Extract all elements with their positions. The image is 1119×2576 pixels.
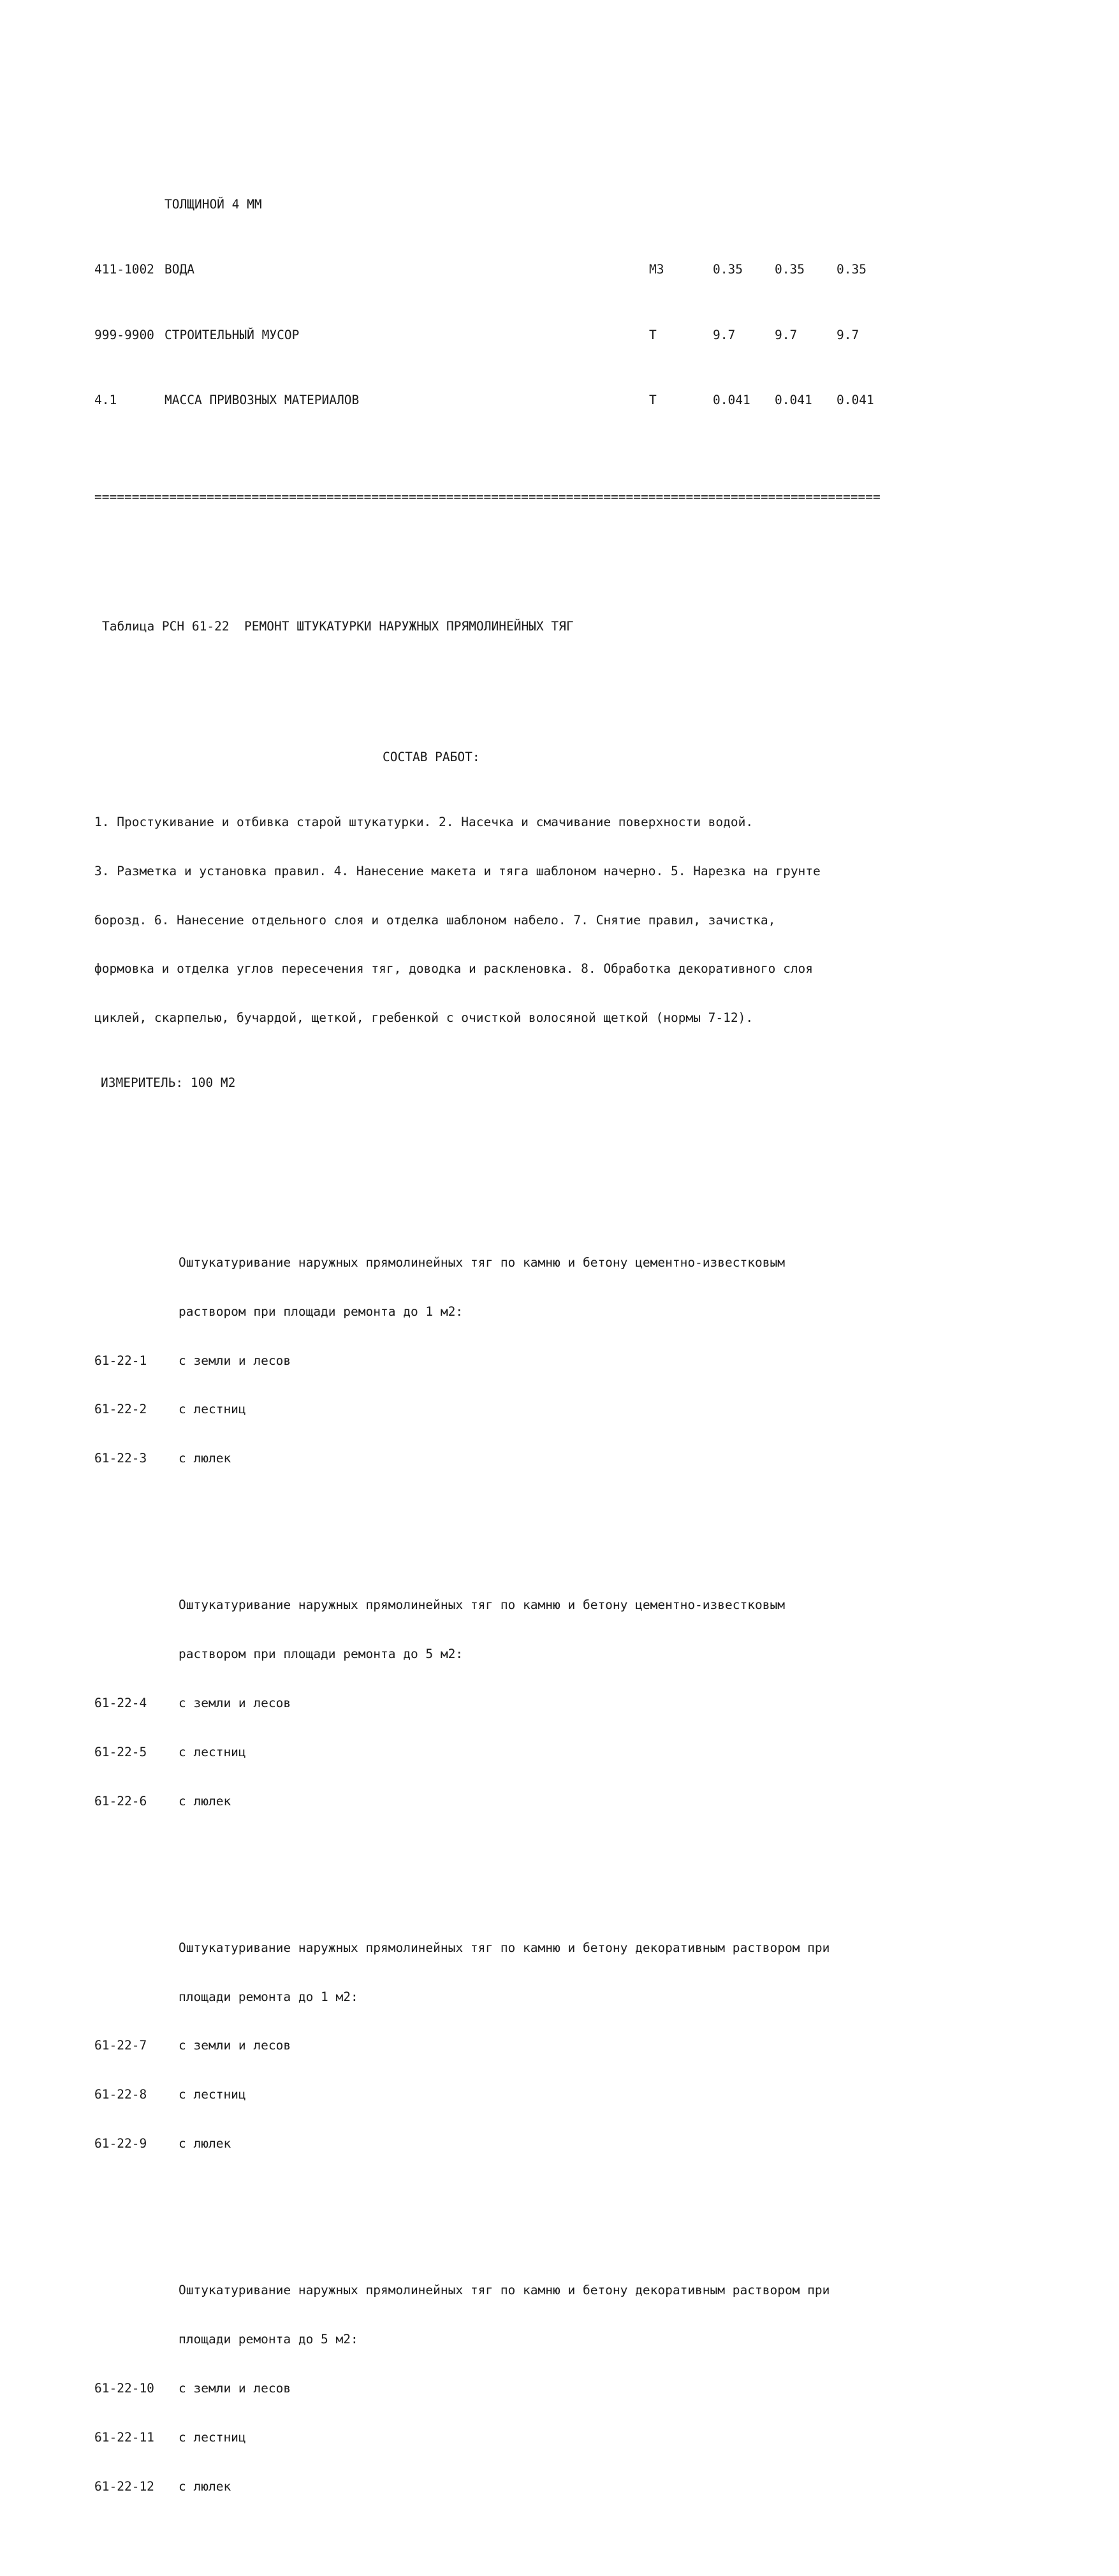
table-row <box>94 261 1119 278</box>
item-code: 61-22-5 <box>94 1744 147 1759</box>
table-row <box>94 392 1119 409</box>
material-value-1: 9.7 <box>713 327 736 342</box>
material-code: 411-1002 <box>94 262 154 277</box>
continued-table-section <box>0 164 1119 441</box>
list-item <box>0 2429 1119 2446</box>
works-line: циклей, скарпелью, бучардой, щеткой, гребенкой с очисткой волосяной щеткой (нормы 7-12). <box>94 1010 754 1026</box>
item-label: с земли и лесов <box>179 1696 291 1710</box>
material-code: 4.1 <box>94 393 117 408</box>
document-body <box>0 115 1119 2576</box>
section-separator: ========================================================================================================= <box>94 489 881 504</box>
material-value-1: 0.041 <box>713 393 750 408</box>
item-code: 61-22-11 <box>94 2429 154 2445</box>
group-description-line: раствором при площади ремонта до 1 м2: <box>179 1304 464 1319</box>
work-group <box>0 1564 1119 1842</box>
list-item <box>0 2086 1119 2103</box>
item-code: 61-22-8 <box>94 2087 147 2102</box>
list-item <box>0 2478 1119 2495</box>
item-code: 61-22-2 <box>94 1402 147 1417</box>
material-code: 999-9900 <box>94 327 154 342</box>
group-description-line: Оштукатуривание наружных прямолинейных тяг по камню и бетону цементно-известковым <box>179 1255 785 1270</box>
group-description-line: площади ремонта до 5 м2: <box>179 2332 358 2347</box>
material-value-1: 0.35 <box>713 262 743 277</box>
item-code: 61-22-7 <box>94 2038 147 2053</box>
item-label: с лестниц <box>179 2087 246 2102</box>
item-label: с люлек <box>179 2478 231 2494</box>
list-item <box>0 1401 1119 1418</box>
material-value-3: 0.35 <box>837 262 867 277</box>
item-label: с земли и лесов <box>179 2038 291 2053</box>
item-code: 61-22-9 <box>94 2136 147 2151</box>
item-label: с лестниц <box>179 1402 246 1417</box>
material-unit: Т <box>649 393 657 408</box>
item-code: 61-22-6 <box>94 1793 147 1808</box>
material-name: СТРОИТЕЛЬНЫЙ МУСОР <box>165 327 300 342</box>
material-value-3: 9.7 <box>837 327 859 342</box>
material-unit: М3 <box>649 262 664 277</box>
item-code: 61-22-10 <box>94 2380 154 2396</box>
list-item <box>0 2037 1119 2054</box>
spacer <box>0 1140 1119 1157</box>
work-group <box>0 1222 1119 1499</box>
list-item <box>0 1450 1119 1467</box>
list-item <box>0 1793 1119 1810</box>
list-item <box>0 2380 1119 2397</box>
continued-name: ТОЛЩИНОЙ 4 ММ <box>165 196 262 212</box>
group-description-line: Оштукатуривание наружных прямолинейных тяг по камню и бетону цементно-известковым <box>179 1597 785 1613</box>
works-line: формовка и отделка углов пересечения тяг, доводка и раскленовка. 8. Обработка декоративного слоя <box>94 961 814 977</box>
list-item <box>0 2136 1119 2152</box>
item-code: 61-22-3 <box>94 1451 147 1466</box>
material-name: МАССА ПРИВОЗНЫХ МАТЕРИАЛОВ <box>165 393 360 408</box>
material-name: ВОДА <box>165 262 194 277</box>
works-line: 1. Простукивание и отбивка старой штукатурки. 2. Насечка и смачивание поверхности водой. <box>94 814 754 829</box>
table-title: Таблица РСН 61-22 РЕМОНТ ШТУКАТУРКИ НАРУЖНЫХ ПРЯМОЛИНЕЙНЫХ ТЯГ <box>102 618 574 634</box>
item-code: 61-22-4 <box>94 1696 147 1710</box>
list-item <box>0 1695 1119 1712</box>
list-item <box>0 1353 1119 1369</box>
spacer <box>0 683 1119 700</box>
group-description-line: Оштукатуривание наружных прямолинейных тяг по камню и бетону декоративным раствором при <box>179 2283 830 2298</box>
group-description-line: Оштукатуривание наружных прямолинейных тяг по камню и бетону декоративным раствором при <box>179 1940 830 1955</box>
spacer <box>0 553 1119 569</box>
material-value-2: 9.7 <box>775 327 798 342</box>
group-description-line: площади ремонта до 1 м2: <box>179 1989 358 2004</box>
table-row <box>94 327 1119 344</box>
material-unit: Т <box>649 327 657 342</box>
works-line: 3. Разметка и установка правил. 4. Нанесение макета и тяга шаблоном начерно. 5. Нарезка на грунте <box>94 863 821 878</box>
works-heading: СОСТАВ РАБОТ: <box>383 749 480 764</box>
item-code: 61-22-1 <box>94 1353 147 1368</box>
item-label: с земли и лесов <box>179 1353 291 1368</box>
work-group <box>0 2250 1119 2527</box>
group-description-line: раствором при площади ремонта до 5 м2: <box>179 1647 464 1662</box>
material-value-3: 0.041 <box>837 393 874 408</box>
work-group <box>0 1907 1119 2185</box>
measurer-line: ИЗМЕРИТЕЛЬ: 100 М2 <box>101 1075 236 1091</box>
item-label: с лестниц <box>179 1744 246 1759</box>
item-label: с лестниц <box>179 2429 246 2445</box>
works-line: борозд. 6. Нанесение отдельного слоя и отделка шаблоном набело. 7. Снятие правил, зачистка, <box>94 912 776 928</box>
material-value-2: 0.35 <box>775 262 805 277</box>
item-label: с люлек <box>179 2136 231 2151</box>
item-label: с люлек <box>179 1451 231 1466</box>
list-item <box>0 1744 1119 1761</box>
continued-material-line <box>94 196 1119 213</box>
item-label: с земли и лесов <box>179 2380 291 2396</box>
material-value-2: 0.041 <box>775 393 812 408</box>
item-label: с люлек <box>179 1793 231 1808</box>
item-code: 61-22-12 <box>94 2478 154 2494</box>
